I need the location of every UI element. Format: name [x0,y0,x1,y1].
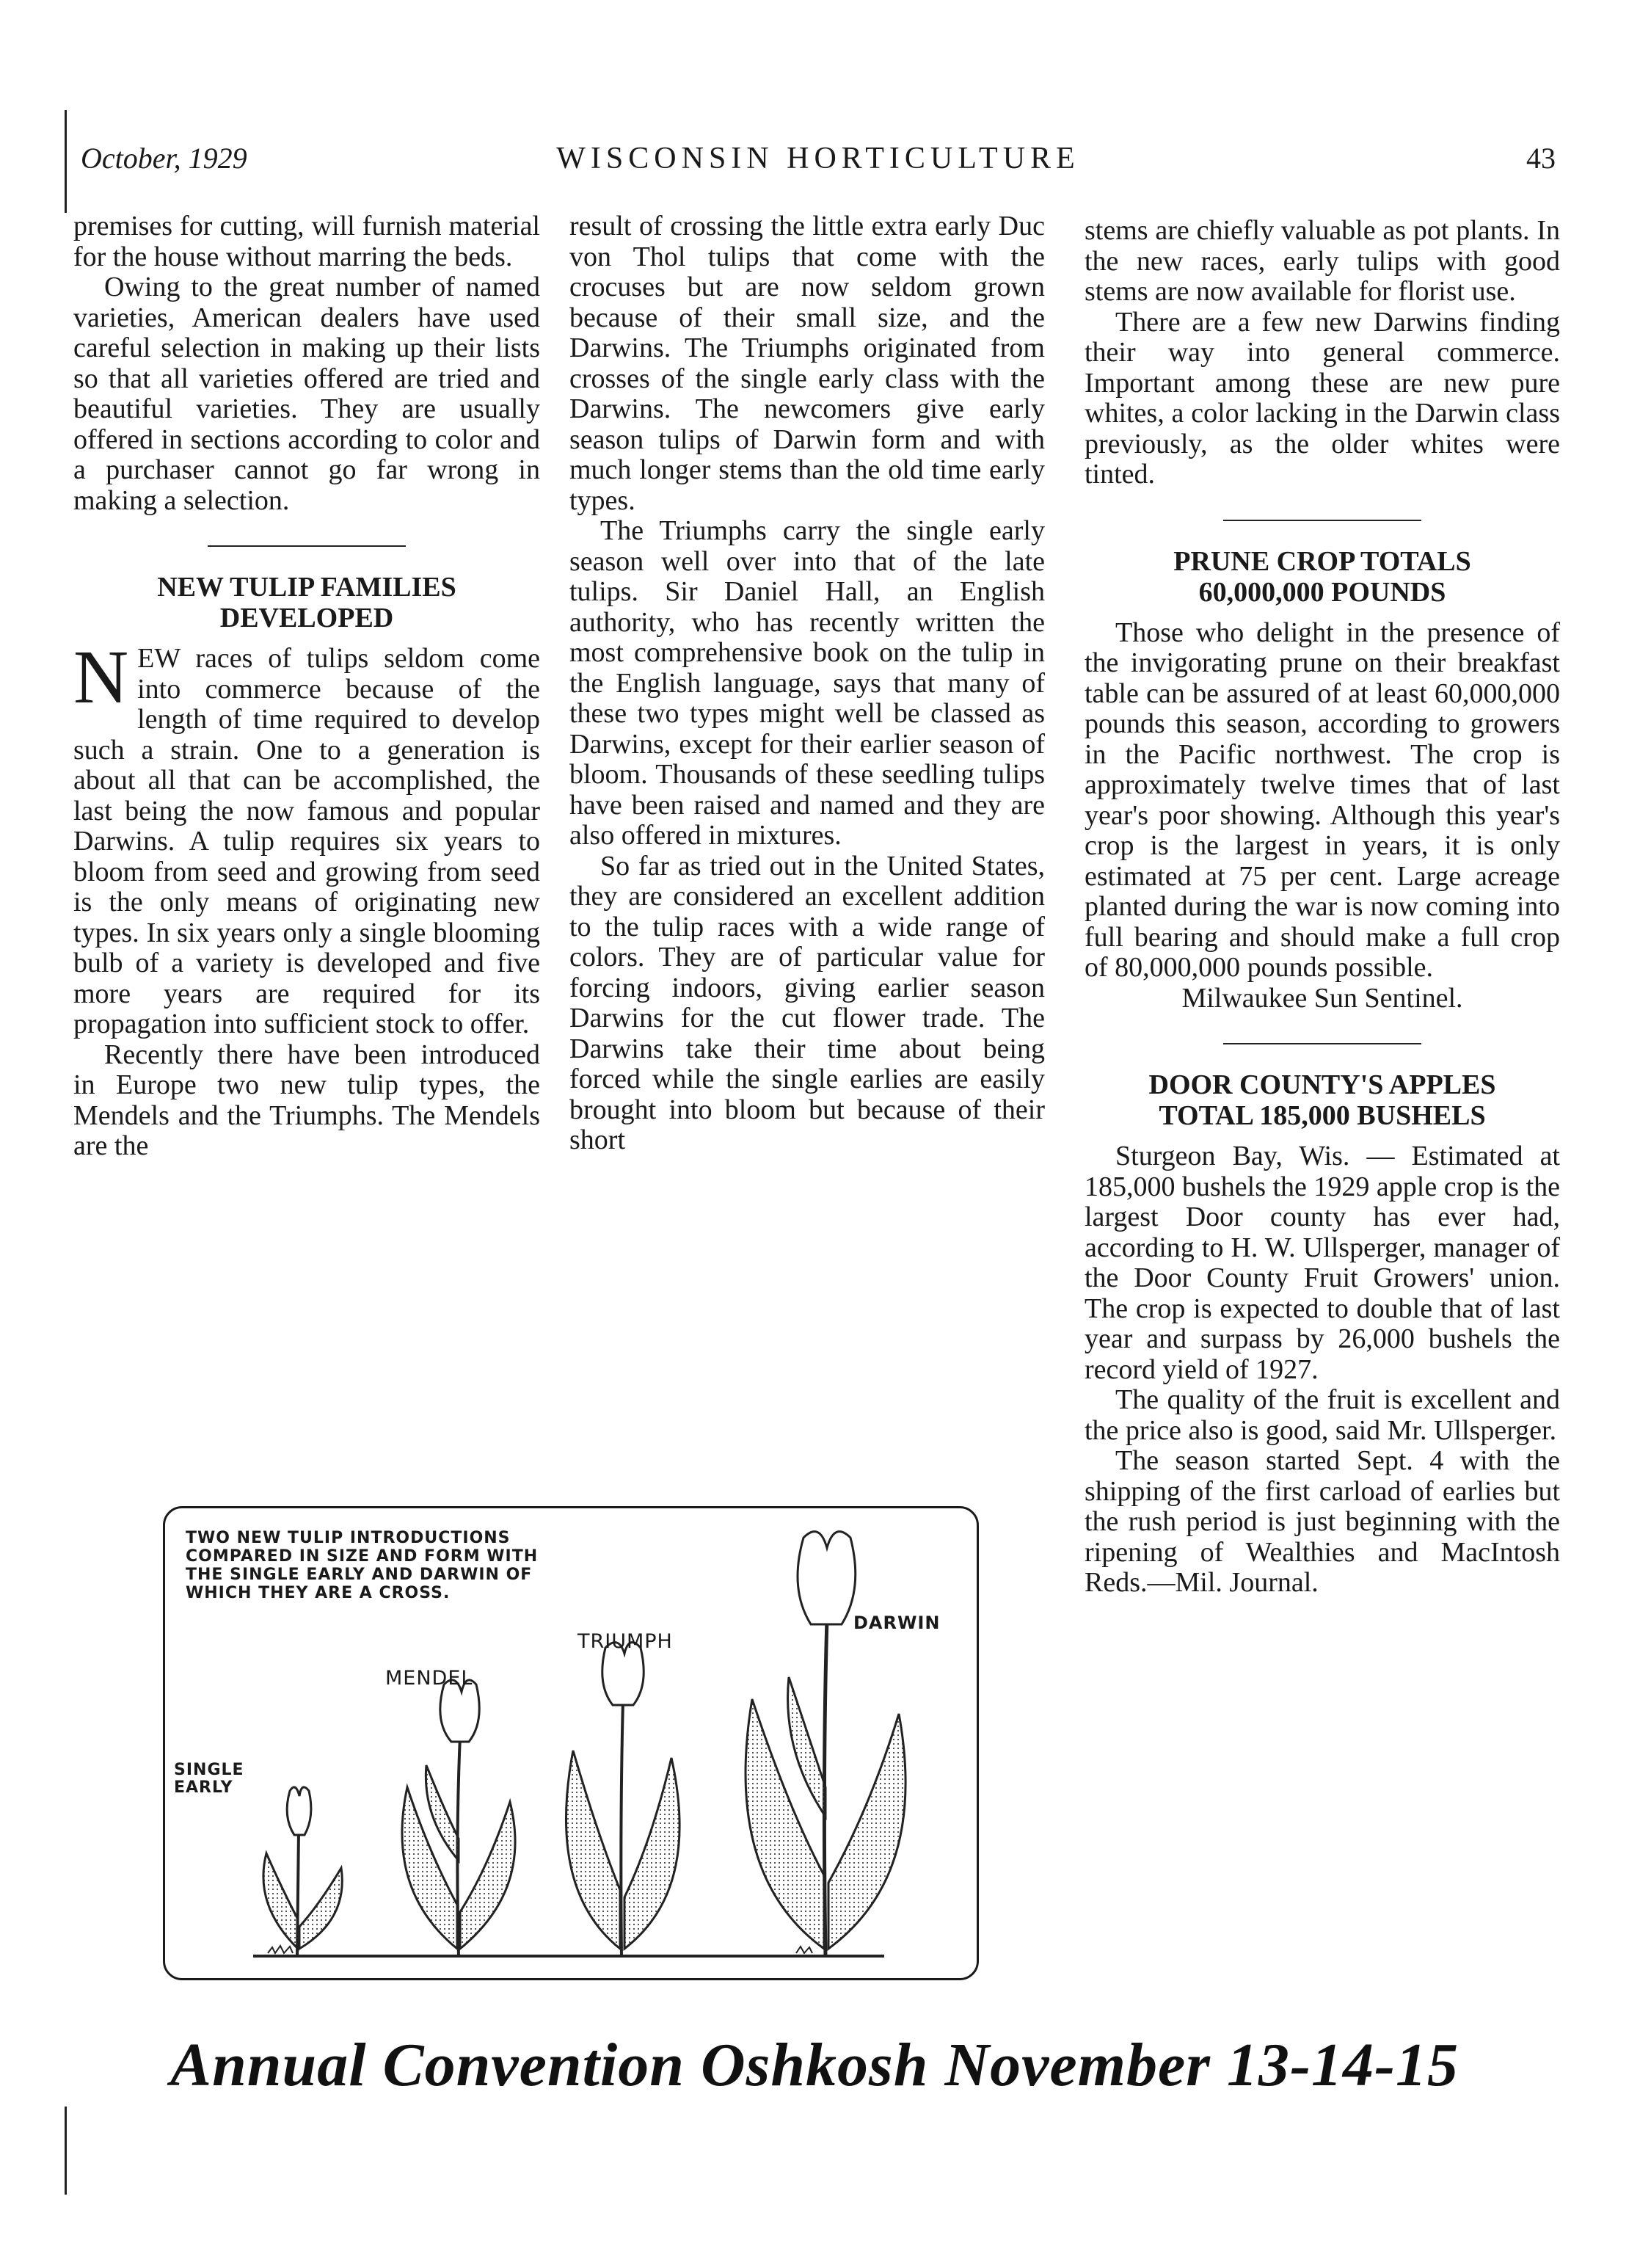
page-number: 43 [1526,142,1556,175]
paragraph: premises for cutting, will furnish material for the house without marring the beds. [73,211,540,272]
paragraph: result of crossing the little extra early Duc von Thol tulips that come with the crocuses but are now seldom grown because of their small size, and the Darwins. The Triumphs originated from crosses of the single early class with the Darwins. The newcomers give early season tulips of Darwin form and with much longer stems than the old time early types. [569,211,1045,516]
paragraph: The Triumphs carry the single early season well over into that of the late tulips. Sir Daniel Hall, an English authority, who has recently written the most comprehensive book on the tulip in the English language, says that many of these two types might well be classed as Darwins, except for their earlier season of bloom. Thousands of these seedling tulips have been raised and named and they are also offered in mixtures. [569,515,1045,851]
paragraph: Sturgeon Bay, Wis. — Estimated at 185,000 bushels the 1929 apple crop is the largest Door county has ever had, according to H. W. Ullsperger, manager of the Door County Fruit Growers' union. The crop is expected to double that of last year and surpass by 26,000 bushels the record yield of 1927. [1085,1141,1561,1385]
paragraph: Recently there have been introduced in Europe two new tulip types, the Mendels and the Triumphs. The Mendels are the [73,1039,540,1161]
paragraph: There are a few new Darwins finding their way into general commerce. Important among these are new pure whites, a color lacking in the Darwin class previously, as the older whites were tinted. [1085,306,1560,490]
heading-line: 60,000,000 POUNDS [1198,576,1446,608]
running-header [81,141,1556,185]
label-mendel: MENDEL [385,1667,473,1690]
heading-line: DOOR COUNTY'S APPLES [1148,1069,1496,1100]
darwin-tulip [746,1532,905,1956]
column-2 [569,211,1045,1156]
heading-line: PRUNE CROP TOTALS [1173,545,1471,577]
issue-date: October, 1929 [81,142,247,175]
label-triumph: TRIUMPH [577,1630,673,1653]
article-heading-apples [1085,1069,1560,1131]
drop-cap: N [73,635,129,719]
source-credit: Milwaukee Sun Sentinel. [1181,982,1463,1014]
page-edge-mark [65,2107,67,2195]
paragraph: Owing to the great number of named varieties, American dealers have used careful selection in making up their lists so that all varieties offered are tried and beautiful varieties. They are usually offered in sections according to color and a purchaser cannot go far wrong in making a selection. [73,272,540,516]
paragraph: stems are chiefly valuable as pot plants. In the new races, early tulips with good stems are now available for florist use. [1085,215,1560,307]
journal-title: WISCONSIN HORTICULTURE [556,142,1080,175]
mendel-tulip [402,1680,515,1956]
figure-caption: TWO NEW TULIP INTRODUCTIONS COMPARED IN SIZE AND FORM WITH THE SINGLE EARLY AND DARWIN OF WHICH THEY ARE A CROSS. [186,1529,539,1602]
dropcap-paragraph [73,635,540,1040]
column-1 [73,211,540,1162]
article-heading-prune [1085,546,1560,608]
tulip-illustration [163,1506,979,1980]
label-single-early: SINGLE EARLY [174,1761,244,1797]
label-darwin: DARWIN [853,1613,941,1633]
section-divider [1223,520,1421,521]
paragraph: The season started Sept. 4 with the shipping of the first carload of earlies but the rush period is just beginning with the ripening of Wealthies and MacIntosh Reds.—Mil. Journal. [1085,1445,1560,1598]
page-edge-mark [65,110,67,213]
paragraph: Those who delight in the presence of the invigorating prune on their breakfast table can be assured of at least 60,000,000 pounds this season, according to growers in the Pacific northwest. The crop is approximately twelve times that of last year's poor showing. Although this year's crop is the largest in years, it is only estimated at 75 per cent. Large acreage planted during the war is now coming into full bearing and should make a full crop of 80,000,000 pounds possible. [1085,617,1560,983]
section-divider [208,545,406,547]
section-divider [1223,1043,1421,1044]
paragraph: So far as tried out in the United States, they are considered an excellent addition to the tulip races with a wide range of colors. They are of particular value for forcing indoors, giving earlier season Darwins for the cut flower trade. The Darwins take their time about being forced while the single earlies are easily brought into bloom but because of their short [569,850,1045,1155]
convention-banner: Annual Convention Oshkosh November 13-14-15 [170,2031,1459,2099]
paragraph: EW races of tulips seldom come into commerce because of the length of time required to develop such a strain. One to a generation is about all that can be accomplished, the last being the now famous and popular Darwins. A tulip requires six years to bloom from seed and growing from seed is the only means of originating new types. In six years only a single blooming bulb of a variety is developed and five more years are required for its propagation into sufficient stock to offer. [73,643,540,1039]
column-3 [1085,216,1560,1599]
article-heading-tulips: NEW TULIP FAMILIES DEVELOPED [157,572,456,633]
single-early-tulip [263,1787,342,1956]
paragraph: The quality of the fruit is excellent and the price also is good, said Mr. Ullsperger. [1085,1384,1560,1446]
triumph-tulip [566,1643,679,1956]
heading-line: TOTAL 185,000 BUSHELS [1159,1100,1486,1131]
